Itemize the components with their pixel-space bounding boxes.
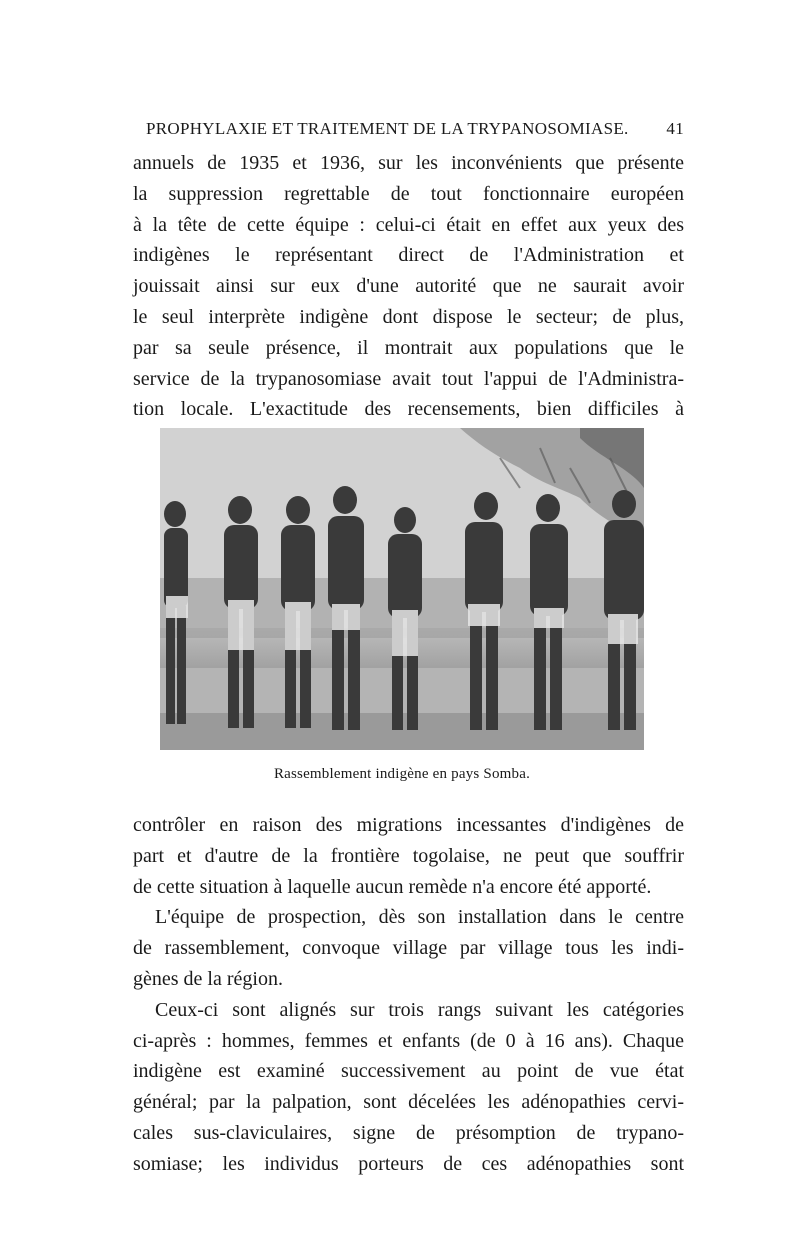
page-number: 41 [666, 119, 684, 138]
figure-caption: Rassemblement indigène en pays Somba. [273, 766, 531, 782]
paragraph-bottom [133, 810, 684, 1180]
paragraph-top [133, 148, 684, 425]
text-line: indigène est examiné successivement au point de vue état [133, 1060, 684, 1083]
text-line: de rassemblement, convoque village par village tous les indi- [133, 937, 684, 960]
text-line: Ceux-ci sont alignés sur trois rangs suivant les catégories [155, 998, 684, 1021]
text-line: jouissait ainsi sur eux d'une autorité que ne saurait avoir [133, 275, 684, 298]
text-line: L'équipe de prospection, dès son installation dans le centre [155, 906, 684, 929]
photograph-figure [160, 428, 644, 750]
text-line: service de la trypanosomiase avait tout l'appui de l'Administra- [133, 367, 684, 390]
text-line: tion locale. L'exactitude des recensements, bien difficiles à [133, 398, 684, 421]
text-line: somiase; les individus porteurs de ces adénopathies sont [133, 1152, 684, 1175]
text-line: la suppression regrettable de tout fonctionnaire européen [133, 182, 684, 205]
text-line: gènes de la région. [133, 967, 283, 990]
text-line: contrôler en raison des migrations incessantes d'indigènes de [133, 814, 684, 836]
running-title: PROPHYLAXIE ET TRAITEMENT DE LA TRYPANOSOMIASE. [146, 119, 629, 138]
text-line: indigènes le représentant direct de l'Administration et [133, 244, 684, 267]
running-head [146, 119, 684, 139]
text-line: à la tête de cette équipe : celui-ci était en effet aux yeux des [133, 213, 684, 236]
text-line: général; par la palpation, sont décelées les adénopathies cervi- [133, 1091, 684, 1114]
text-line: ci-après : hommes, femmes et enfants (de 0 à 16 ans). Chaque [133, 1029, 684, 1052]
text-line: part et d'autre de la frontière togolaise, ne peut que souffrir [133, 844, 684, 867]
text-line: annuels de 1935 et 1936, sur les inconvénients que présente [133, 152, 684, 174]
text-line: par sa seule présence, il montrait aux populations que le [133, 336, 684, 359]
text-line: le seul interprète indigène dont dispose le secteur; de plus, [133, 305, 684, 328]
text-line: cales sus-claviculaires, signe de présomption de trypano- [133, 1121, 684, 1144]
photograph-illustration [160, 428, 644, 750]
text-line: de cette situation à laquelle aucun remède n'a encore été apporté. [133, 875, 652, 898]
